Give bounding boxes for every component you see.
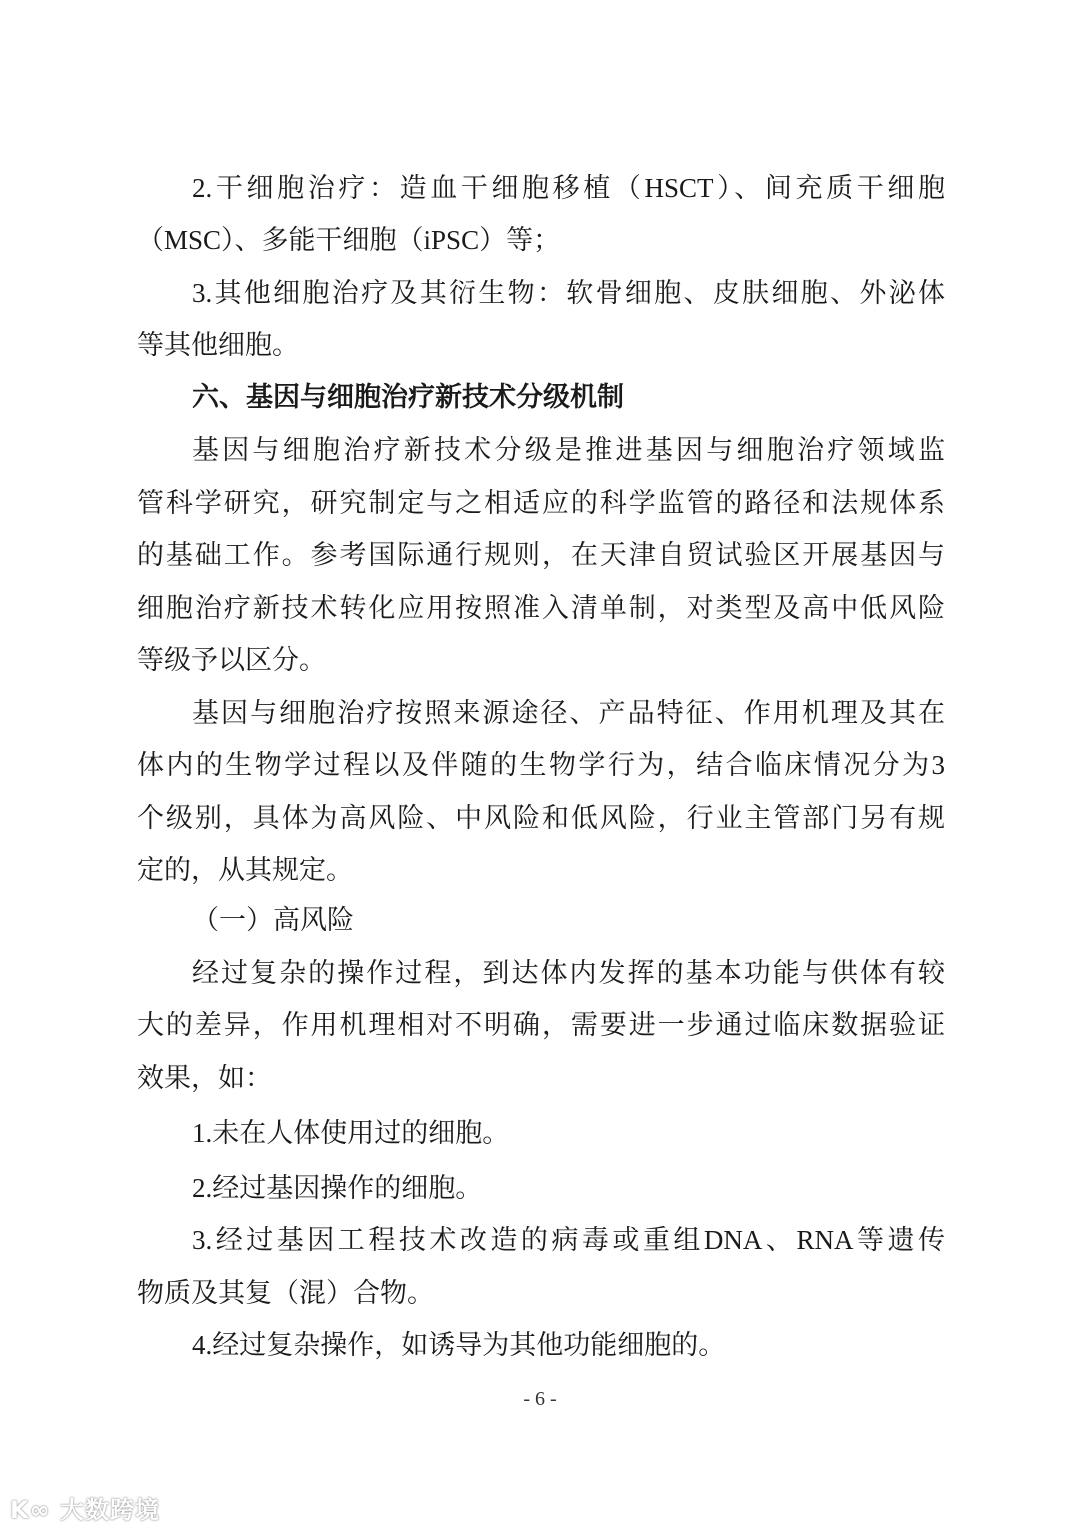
paragraph-line: 管科学研究，研究制定与之相适应的科学监管的路径和法规体系: [137, 488, 945, 518]
list-item: 2.经过基因操作的细胞。: [192, 1173, 483, 1203]
paragraph-line: 体内的生物学过程以及伴随的生物学行为，结合临床情况分为3: [137, 750, 945, 780]
list-item: 1.未在人体使用过的细胞。: [192, 1118, 510, 1148]
section-heading: 六、基因与细胞治疗新技术分级机制: [192, 382, 624, 412]
list-item: 4.经过复杂操作，如诱导为其他功能细胞的。: [192, 1330, 726, 1360]
paragraph-line: 等其他细胞。: [137, 330, 299, 360]
paragraph-line: 定的，从其规定。: [137, 855, 353, 885]
paragraph-line: 基因与细胞治疗按照来源途径、产品特征、作用机理及其在: [192, 698, 945, 728]
paragraph-line: 3.其他细胞治疗及其衍生物：软骨细胞、皮肤细胞、外泌体: [192, 278, 945, 308]
list-item: 3.经过基因工程技术改造的病毒或重组DNA、RNA等遗传: [192, 1225, 945, 1255]
paragraph-line: 细胞治疗新技术转化应用按照准入清单制，对类型及高中低风险: [137, 593, 945, 623]
paragraph-line: 的基础工作。参考国际通行规则，在天津自贸试验区开展基因与: [137, 540, 945, 570]
page-number: - 6 -: [523, 1388, 557, 1410]
watermark-logo: [10, 1490, 160, 1525]
paragraph-line: 基因与细胞治疗新技术分级是推进基因与细胞治疗领域监: [192, 435, 945, 465]
paragraph-line: 等级予以区分。: [137, 645, 326, 675]
watermark-icon: K∞: [10, 1496, 60, 1524]
watermark-text: 大数跨境: [59, 1496, 160, 1524]
paragraph-line: 经过复杂的操作过程，到达体内发挥的基本功能与供体有较: [192, 958, 945, 988]
paragraph-line: 个级别，具体为高风险、中风险和低风险，行业主管部门另有规: [137, 803, 945, 833]
paragraph-line: （MSC）、多能干细胞（iPSC）等；: [137, 225, 561, 255]
paragraph-line: 物质及其复（混）合物。: [137, 1278, 434, 1308]
paragraph-line: 大的差异，作用机理相对不明确，需要进一步通过临床数据验证: [137, 1010, 945, 1040]
paragraph-line: 效果，如：: [137, 1063, 272, 1093]
paragraph-line: 2.干细胞治疗：造血干细胞移植（HSCT）、间充质干细胞: [192, 173, 945, 203]
subsection-heading: （一）高风险: [192, 905, 354, 935]
